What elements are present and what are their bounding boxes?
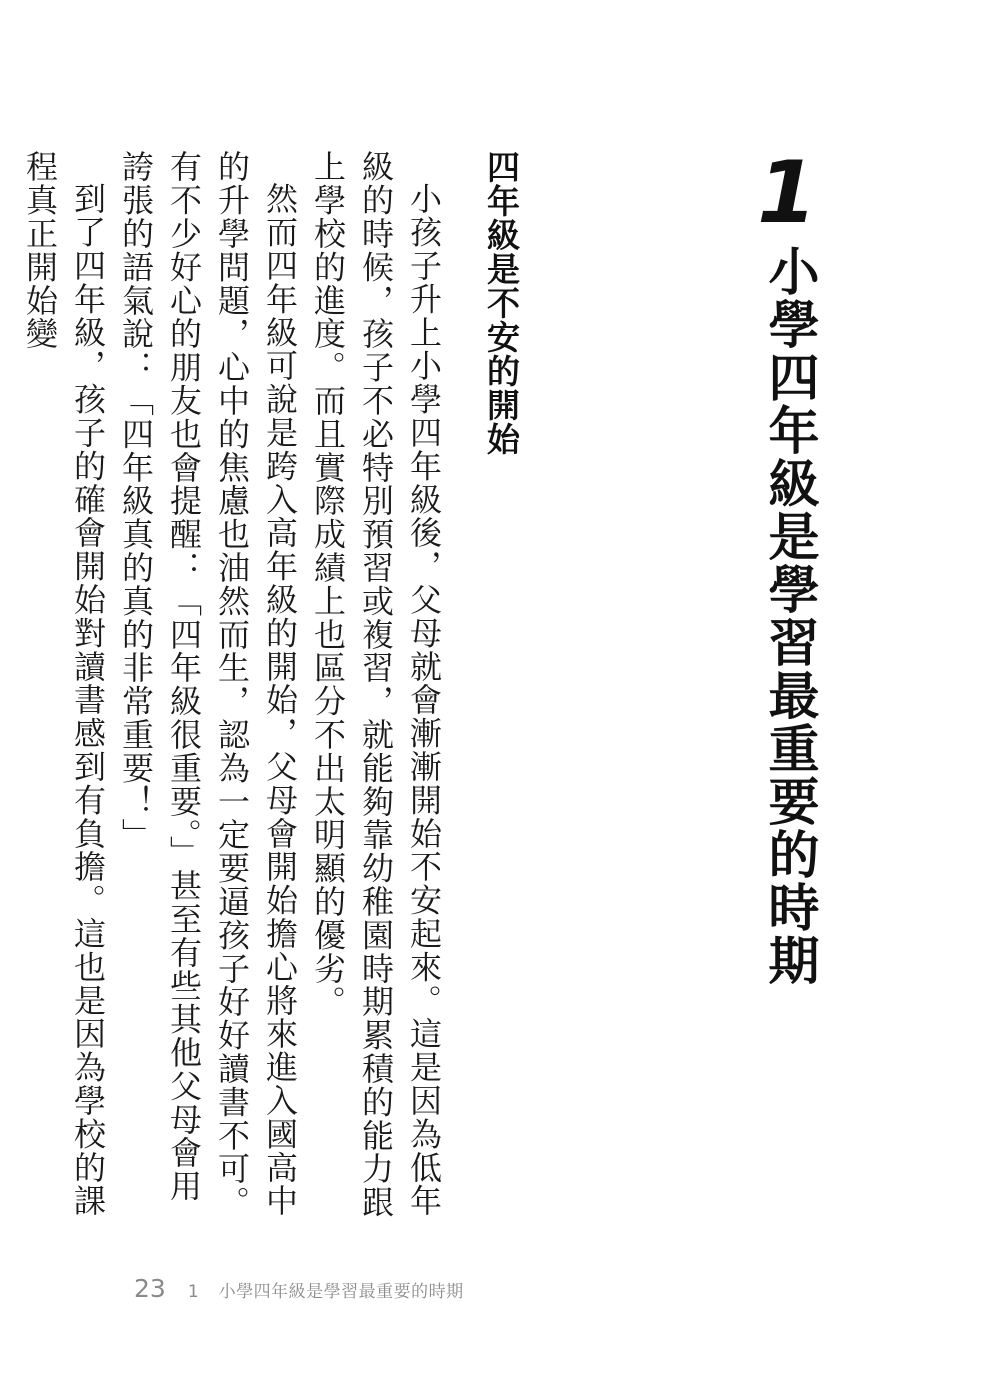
footer-chapter-number: 1 bbox=[187, 1282, 199, 1302]
body-paragraph-2: 然而四年級可說是跨入高年級的開始，父母會開始擔心將來進入國高中的升學問題，心中的焦慮也油然而生，認為一定要逼孩子好好讀書不可。有不少好心的朋友也會提醒：「四年級很重要。」甚至有些其他父母會用誇張的語氣說：「四年級真的真的非常重要！」 bbox=[117, 150, 299, 1219]
chapter-number: 1 bbox=[757, 143, 817, 243]
running-title: 小學四年級是學習最重要的時期 bbox=[218, 1282, 464, 1302]
page-number: 23 bbox=[134, 1274, 166, 1303]
body-text bbox=[16, 150, 448, 1220]
page-footer bbox=[134, 1274, 464, 1303]
section-heading: 四年級是不安的開始 bbox=[482, 150, 521, 456]
body-paragraph-1: 小孩子升上小學四年級後，父母就會漸漸開始不安起來。這是因為低年級的時候，孩子不必特別預習或複習，就能夠靠幼稚園時期累積的能力跟上學校的進度。而且實際成績上也區分不出太明顯的優劣。 bbox=[309, 150, 443, 1219]
chapter-title: 小學四年級是學習最重要的時期 bbox=[759, 245, 818, 987]
body-paragraph-3: 到了四年級，孩子的確會開始對讀書感到有負擔。這也是因為學校的課程真正開始變 bbox=[21, 150, 107, 1218]
